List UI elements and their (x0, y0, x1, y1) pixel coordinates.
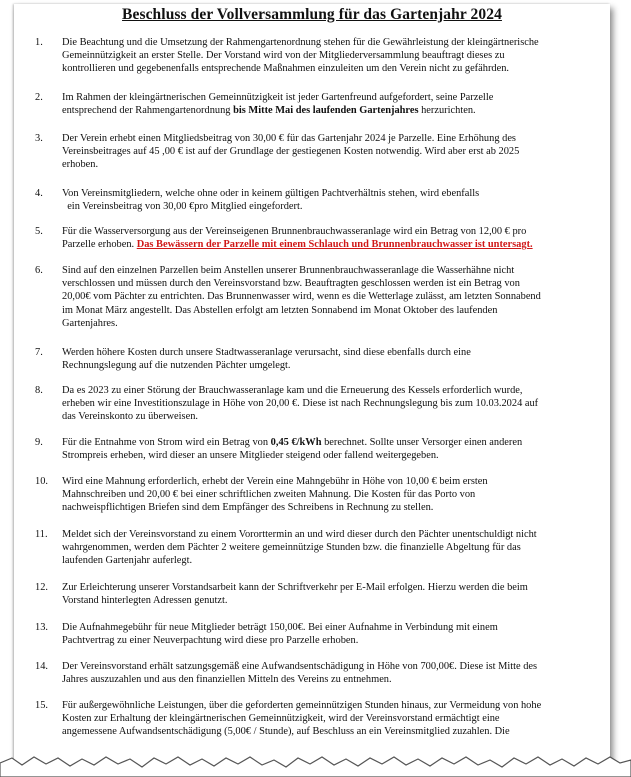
item-number: 14. (35, 661, 48, 672)
text-line: Zur Erleichterung unserer Vorstandsarbeit kann der Schriftverkehr per E-Mail erfolgen. Hierzu werden die beim (62, 582, 528, 593)
item-text (62, 475, 610, 515)
item-text (62, 384, 610, 424)
item-number: 4. (35, 188, 43, 199)
text-line: Kosten zur Erhaltung der kleingärtnerischen Gemeinnützigkeit, wird der Vereinsvorstand ermächtigt eine (62, 713, 500, 725)
text-line: laufenden Gartenjahr auferlegt. (62, 555, 193, 567)
text-line: Für außergewöhnliche Leistungen, über die geforderten gemeinnützigen Stunden hinaus, zur Vermeidung von hohe (62, 700, 542, 711)
text-line: im Monat März angestellt. Das Abstellen erfolgt am letzten Sonnabend im Monat Oktober des laufenden (62, 304, 498, 316)
item-number: 5. (35, 226, 43, 237)
item-text (62, 225, 610, 251)
text-line: 20,00€ vom Pächter zu entrichten. Das Brunnenwasser wird, wenn es die Wetterlage zulässt, am letzten Sonnabend (62, 291, 541, 303)
text-line: kontrollieren und gegebenenfalls entsprechende Maßnahmen einzuleiten um den Verein nicht zu gefährden. (62, 63, 510, 75)
document-page (14, 4, 610, 768)
watering-prohibition-notice: Das Bewässern der Parzelle mit einem Schlauch und Brunnenbrauchwasser ist untersagt. (136, 239, 533, 251)
electricity-price: 0,45 €/kWh (270, 437, 322, 448)
item-number: 6. (35, 265, 43, 276)
document-title: Beschluss der Vollversammlung für das Gartenjahr 2024 (122, 6, 502, 23)
text-segment: Parzelle erhoben. (62, 239, 137, 251)
text-line: erheben wir eine Investitionszulage in Höhe von 20,00 €. Diese ist nach Rechnungslegung bis zum 10.03.2024 auf (62, 398, 539, 410)
text-segment: Für die Entnahme von Strom wird ein Betrag von (62, 437, 271, 448)
item-text (62, 660, 610, 686)
text-line: ein Vereinsbeitrag von 30,00 €pro Mitglied eingefordert. (62, 201, 303, 213)
text-line: das Vereinskonto zu überweisen. (62, 411, 199, 423)
item-text (62, 436, 610, 462)
text-segment: herzurichten. (418, 105, 476, 117)
text-line: Sind auf den einzelnen Parzellen beim Anstellen unserer Brunnenbrauchwasseranlage die Wasserhähne nicht (62, 265, 515, 276)
text-line: Die Beachtung und die Umsetzung der Rahmengartenordnung stehen für die Gewährleistung der kleingärtnerische (62, 37, 539, 48)
item-text (62, 91, 610, 117)
item-text (62, 264, 610, 330)
item-number: 9. (35, 437, 43, 448)
text-line: Der Verein erhebt einen Mitgliedsbeitrag von 30,00 € für das Gartenjahr 2024 je Parzelle. Eine Erhöhung des (62, 133, 516, 144)
text-line: Für die Wasserversorgung aus der Vereinseigenen Brunnenbrauchwasseranlage wird ein Betrag von 12,00 € pro (62, 226, 527, 237)
text-line: Werden höhere Kosten durch unsere Stadtwasseranlage verursacht, sind diese ebenfalls durch eine (62, 347, 471, 358)
text-line: Rechnungslegung auf die nutzenden Pächter umgelegt. (62, 360, 291, 372)
item-text (62, 36, 610, 76)
text-line: Meldet sich der Vereinsvorstand zu einem Vororttermin an und wird dieser durch den Pächter unentschuldigt nicht (62, 529, 537, 540)
item-number: 1. (35, 37, 43, 48)
text-line: Vereinsbeitrages auf 45 ,00 € ist auf der Grundlage der gestiegenen Kosten notwendig. Wird aber erst ab 2025 (62, 146, 520, 158)
item-number: 10. (35, 476, 48, 487)
text-line: nachweispflichtigen Briefen sind dem Empfänger des Schreibens in Rechnung zu stellen. (62, 502, 434, 514)
item-number: 8. (35, 385, 43, 396)
text-line: Mahnschreiben und 20,00 € bei einer schriftlichen zweiten Mahnung. Die Kosten für das Porto von (62, 489, 476, 501)
text-line: angemessene Aufwandsentschädigung (5,00€ / Stunde), auf Beschluss an ein Vereinsmitglied zuzahlen. Die (62, 726, 510, 738)
item-text (62, 132, 610, 172)
text-line: verschlossen und müssen durch den Vereinsvorstand bzw. Beauftragten geschlossen werden ist ein Betrag von (62, 278, 520, 290)
text-line: wahrgenommen, werden dem Pächter 2 weitere gemeinnützige Stunden bzw. die finanzielle Abgeltung für das (62, 542, 521, 554)
text-line: Strompreis erheben, wird dieser an unsere Mitglieder steigend oder fallend weitergegeben. (62, 450, 439, 462)
item-text (62, 581, 610, 607)
item-number: 15. (35, 700, 48, 711)
text-line: Gartenjahres. (62, 317, 118, 329)
text-line (62, 104, 610, 117)
item-text (62, 346, 610, 372)
text-line: Vorstand hinterlegten Adressen genutzt. (62, 595, 228, 607)
item-text (62, 699, 610, 739)
text-line: Der Vereinsvorstand erhält satzungsgemäß eine Aufwandsentschädigung in Höhe von 700,00€. Diese ist Mitte des (62, 661, 538, 672)
item-number: 12. (35, 582, 48, 593)
item-text (62, 187, 610, 213)
text-line: Im Rahmen der kleingärtnerischen Gemeinnützigkeit ist jeder Gartenfreund aufgefordert, seine Parzelle (62, 92, 494, 103)
text-segment: berechnet. Sollte unser Versorger einen anderen (321, 437, 523, 448)
text-segment: entsprechend der Rahmengartenordnung (62, 105, 234, 117)
text-line: Pachtvertrag zu einer Neuverpachtung wird diese pro Parzelle erhoben. (62, 635, 359, 647)
text-line: Die Aufnahmegebühr für neue Mitglieder beträgt 150,00€. Bei einer Aufnahme in Verbindung mit einem (62, 622, 498, 633)
item-number: 2. (35, 92, 43, 103)
bold-deadline: bis Mitte Mai des laufenden Gartenjahres (233, 105, 419, 117)
item-text (62, 528, 610, 568)
text-line (62, 238, 610, 251)
item-number: 11. (35, 529, 48, 540)
item-number: 13. (35, 622, 48, 633)
item-number: 7. (35, 347, 43, 358)
text-line: Da es 2023 zu einer Störung der Brauchwasseranlage kam und die Erneuerung des Kessels erforderlich wurde, (62, 385, 523, 396)
item-number: 3. (35, 133, 43, 144)
text-line: Wird eine Mahnung erforderlich, erhebt der Verein eine Mahngebühr in Höhe von 10,00 € beim ersten (62, 476, 488, 487)
text-line: Jahres auszuzahlen und aus den finanziellen Mitteln des Vereins zu entnehmen. (62, 674, 392, 686)
text-line: Gemeinnützigkeit an erster Stelle. Der Vorstand wird von der Mitgliederversammlung beauftragt dieses zu (62, 50, 505, 62)
text-line: Von Vereinsmitgliedern, welche ohne oder in keinem gültigen Pachtverhältnis stehen, wird ebenfalls (62, 188, 480, 199)
text-line: erhoben. (62, 159, 99, 171)
item-text (62, 621, 610, 647)
text-line (62, 436, 610, 449)
